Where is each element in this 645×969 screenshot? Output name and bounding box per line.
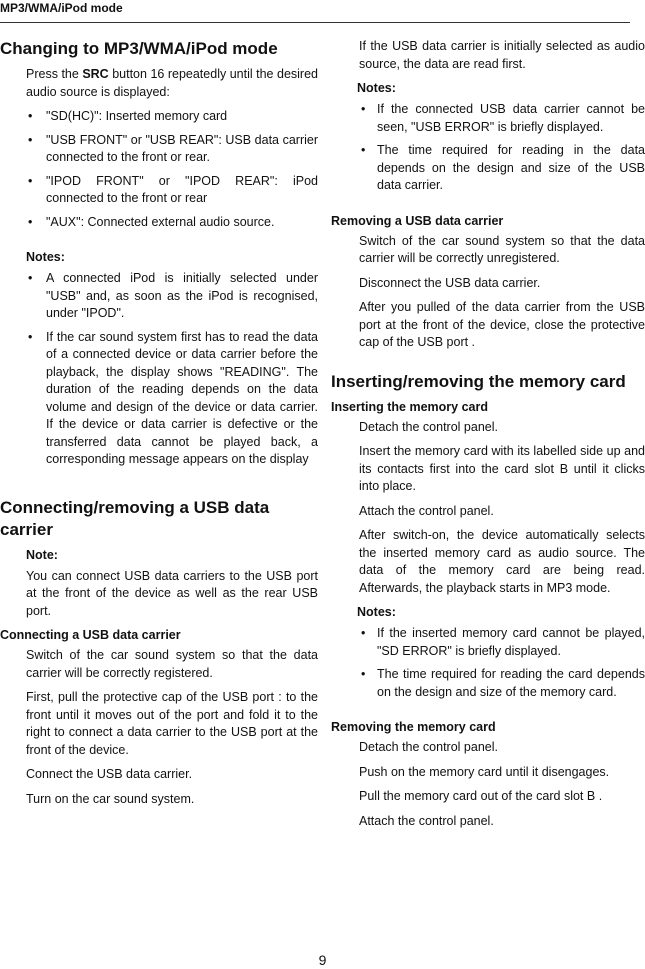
list-item: • The time required for reading the card depends on the design and size of the memory card.: [331, 666, 645, 701]
note-label: Note:: [26, 547, 58, 562]
usb-heading: Connecting/removing a USB data carrier: [0, 497, 270, 539]
paragraph: Attach the control panel.: [359, 813, 494, 828]
right-column: [331, 38, 645, 837]
usb-notes-list: [331, 101, 645, 195]
removing-usb-heading: Removing a USB data carrier: [331, 213, 504, 228]
paragraph: After you pulled of the data carrier from the USB port at the front of the device, close the protective cap of the USB port .: [359, 300, 645, 349]
list-item: • "AUX": Connected external audio source.: [0, 214, 318, 232]
paragraph: Attach the control panel.: [359, 503, 494, 518]
page-number: 9: [318, 952, 327, 968]
card-notes-list: [331, 625, 645, 701]
list-item: • "USB FRONT" or "USB REAR": USB data carrier connected to the front or rear.: [0, 132, 318, 167]
list-item: • If the car sound system first has to read the data of a connected device or data carrier before the playback, the display shows "READING". The duration of the reading depends on the data volume and design of the device or data carrier. If the device or data carrier is defective or the transferred data cannot be played back, a corresponding message appears on the display: [0, 329, 318, 469]
notes-label: Notes:: [26, 250, 65, 264]
list-item: • If the connected USB data carrier cannot be seen, "USB ERROR" is briefly displayed.: [331, 101, 645, 136]
connecting-usb-heading: Connecting a USB data carrier: [0, 628, 181, 642]
header-title: MP3/WMA/iPod mode: [0, 1, 123, 15]
paragraph: Switch of the car sound system so that the data carrier will be correctly registered.: [26, 648, 318, 680]
paragraph: Connect the USB data carrier.: [26, 767, 193, 781]
list-item: • If the inserted memory card cannot be played, "SD ERROR" is briefly displayed.: [331, 625, 645, 660]
page-header: [0, 0, 630, 23]
changing-intro: Press the SRC button 16 repeatedly until the desired audio source is displayed:: [26, 67, 318, 99]
paragraph: Insert the memory card with its labelled side up and its contacts first into the card slot B until it clicks into place.: [359, 444, 645, 493]
memory-card-heading: Inserting/removing the memory card: [331, 371, 626, 391]
list-item: • "SD(HC)": Inserted memory card: [0, 108, 318, 126]
paragraph: First, pull the protective cap of the USB port : to the front until it moves out of the port and fold it to the right to connect a data carrier to the USB port at the front of the device.: [26, 690, 318, 757]
changing-heading: Changing to MP3/WMA/iPod mode: [0, 39, 278, 58]
paragraph: Pull the memory card out of the card slot B .: [359, 789, 603, 803]
src-key: SRC: [82, 67, 109, 81]
paragraph: Disconnect the USB data carrier.: [359, 275, 541, 290]
usb-note: You can connect USB data carriers to the USB port at the front of the device as well as the rear USB port.: [26, 568, 318, 618]
notes-label: Notes:: [357, 605, 396, 619]
usb-continued: If the USB data carrier is initially selected as audio source, the data are read first.: [359, 39, 645, 71]
source-list: [0, 108, 318, 231]
notes-list: [0, 270, 318, 469]
paragraph: Switch of the car sound system so that the data carrier will be correctly unregistered.: [359, 233, 645, 265]
inserting-card-heading: Inserting the memory card: [331, 399, 488, 414]
list-item: • "IPOD FRONT" or "IPOD REAR": iPod connected to the front or rear: [0, 173, 318, 208]
paragraph: Detach the control panel.: [359, 740, 498, 754]
paragraph: Turn on the car sound system.: [26, 791, 195, 806]
paragraph: Push on the memory card until it disengages.: [359, 764, 610, 779]
notes-label: Notes:: [357, 81, 396, 95]
paragraph: Detach the control panel.: [359, 419, 498, 434]
removing-card-heading: Removing the memory card: [331, 720, 496, 734]
left-column: [0, 38, 318, 815]
list-item: • A connected iPod is initially selected under "USB" and, as soon as the iPod is recognised, under "IPOD".: [0, 270, 318, 323]
paragraph: After switch-on, the device automatically selects the inserted memory card as audio source. The data of the memory card are being read. Afterwards, the playback starts in MP3 mode.: [359, 528, 645, 595]
list-item: • The time required for reading in the data depends on the design and size of the USB data carrier.: [331, 142, 645, 195]
